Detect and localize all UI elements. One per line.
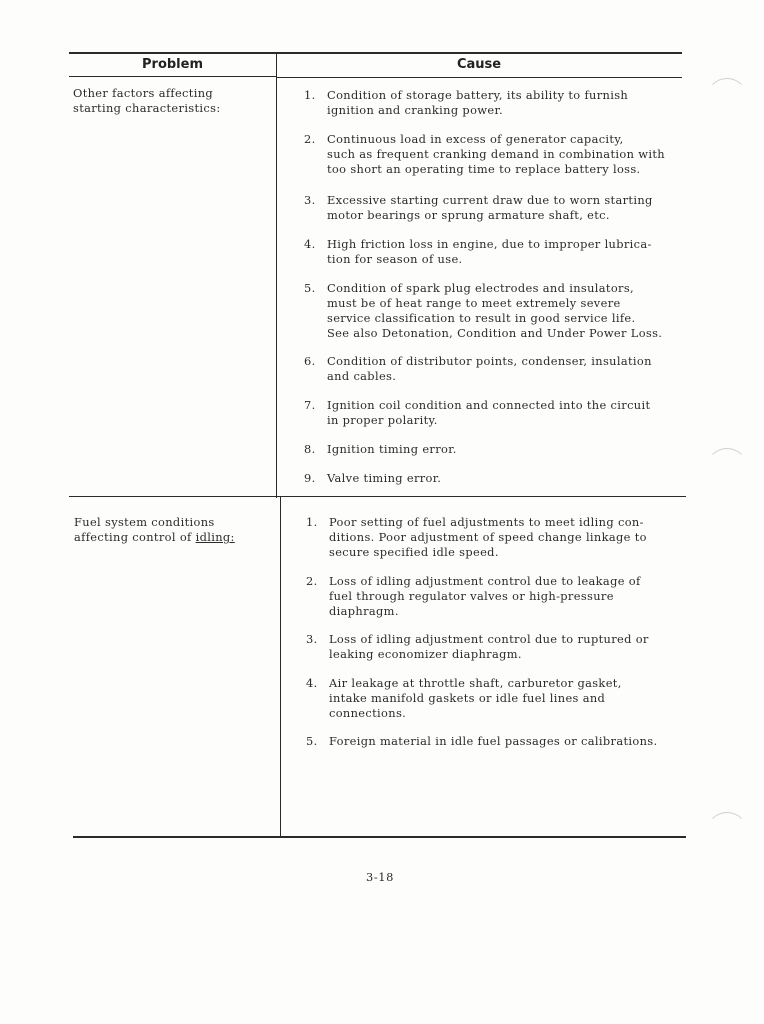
cause-line: connections. <box>329 706 407 720</box>
cause-line: See also Detonation, Condition and Under Power Loss. <box>327 326 663 340</box>
problem-fuel-idling <box>74 515 269 545</box>
scan-artifact <box>706 448 748 490</box>
table-top-rule <box>69 52 682 54</box>
cause-line: service classification to result in good service life. <box>327 311 636 325</box>
cause-number: 3. <box>306 632 318 646</box>
cause-line: Foreign material in idle fuel passages or calibrations. <box>329 734 658 748</box>
problem-line: Fuel system conditions <box>74 515 215 529</box>
cause-number: 2. <box>304 132 316 146</box>
cause-line: motor bearings or sprung armature shaft, etc. <box>327 208 610 222</box>
cause-number: 2. <box>306 574 318 588</box>
cause-line: Continuous load in excess of generator capacity, <box>327 132 624 146</box>
cause-number: 8. <box>304 442 316 456</box>
header-underline-problem <box>69 76 276 77</box>
cause-line: High friction loss in engine, due to improper lubrica- <box>327 237 652 251</box>
cause-line: must be of heat range to meet extremely severe <box>327 296 621 310</box>
header-cause: Cause <box>456 57 502 72</box>
cause-line: Valve timing error. <box>327 471 442 485</box>
cause-line: Condition of distributor points, condenser, insulation <box>327 354 652 368</box>
cause-line: and cables. <box>327 369 397 383</box>
problem-line: starting characteristics: <box>73 101 221 115</box>
cause-line: tion for season of use. <box>327 252 463 266</box>
header-problem: Problem <box>142 57 203 72</box>
cause-line: such as frequent cranking demand in combination with <box>327 147 665 161</box>
cause-line: Ignition timing error. <box>327 442 457 456</box>
problem-line-with-emphasis <box>74 530 269 545</box>
cause-line: ditions. Poor adjustment of speed change linkage to <box>329 530 647 544</box>
cause-line: Loss of idling adjustment control due to ruptured or <box>329 632 649 646</box>
cause-line: too short an operating time to replace battery loss. <box>327 162 641 176</box>
cause-number: 5. <box>304 281 316 295</box>
cause-line: Air leakage at throttle shaft, carburetor gasket, <box>329 676 622 690</box>
cause-line: diaphragm. <box>329 604 399 618</box>
cause-line: fuel through regulator valves or high-pressure <box>329 589 614 603</box>
cause-line: ignition and cranking power. <box>327 103 503 117</box>
cause-line: Condition of spark plug electrodes and insulators, <box>327 281 635 295</box>
column-divider-upper <box>276 52 277 498</box>
problem-underlined-word: idling: <box>195 530 235 544</box>
table-bottom-rule <box>73 836 686 838</box>
problem-line-text: affecting control of <box>74 530 196 544</box>
cause-line: Excessive starting current draw due to worn starting <box>327 193 653 207</box>
cause-line: Condition of storage battery, its ability to furnish <box>327 88 629 102</box>
scan-artifact <box>706 78 748 120</box>
cause-line: leaking economizer diaphragm. <box>329 647 522 661</box>
cause-line: in proper polarity. <box>327 413 438 427</box>
cause-number: 7. <box>304 398 316 412</box>
column-divider-lower <box>280 497 281 837</box>
cause-number: 4. <box>304 237 316 251</box>
cause-number: 6. <box>304 354 316 368</box>
cause-number: 1. <box>306 515 318 529</box>
header-underline-cause <box>276 77 682 78</box>
cause-line: Loss of idling adjustment control due to leakage of <box>329 574 641 588</box>
page-number: 3-18 <box>366 870 394 884</box>
cause-number: 4. <box>306 676 318 690</box>
problem-starting-characteristics <box>73 86 268 116</box>
scan-artifact <box>706 812 748 854</box>
cause-line: Ignition coil condition and connected into the circuit <box>327 398 651 412</box>
cause-line: secure specified idle speed. <box>329 545 499 559</box>
cause-line: intake manifold gaskets or idle fuel lines and <box>329 691 606 705</box>
cause-line: Poor setting of fuel adjustments to meet idling con- <box>329 515 644 529</box>
cause-number: 1. <box>304 88 316 102</box>
cause-number: 9. <box>304 471 316 485</box>
section-divider-rule <box>69 496 686 497</box>
cause-number: 5. <box>306 734 318 748</box>
problem-line: Other factors affecting <box>73 86 214 100</box>
cause-number: 3. <box>304 193 316 207</box>
